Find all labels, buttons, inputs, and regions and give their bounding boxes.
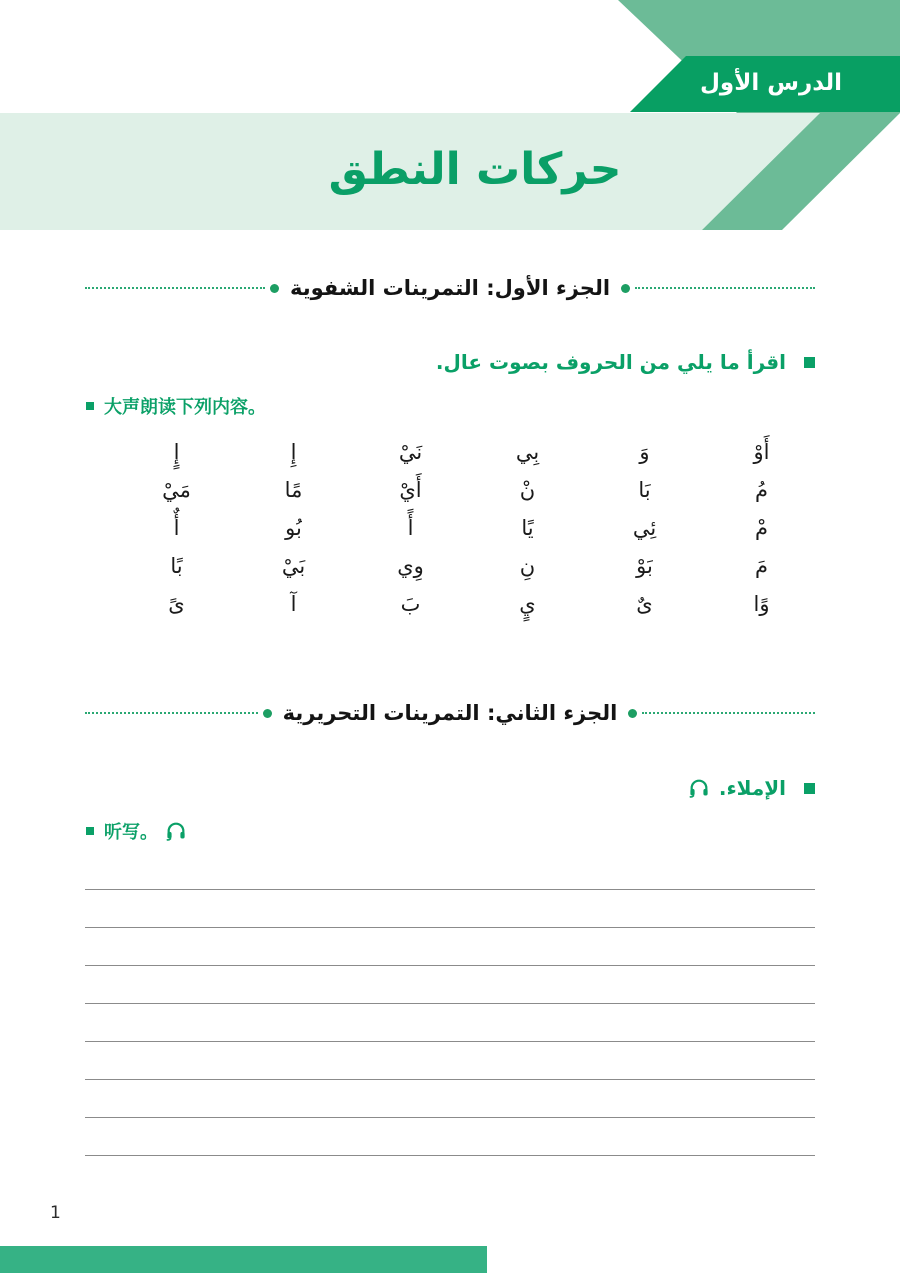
section1-heading-text: الجزء الأول: التمرينات الشفوية [289,276,611,300]
headphones-icon [687,777,711,799]
writing-line [85,927,815,928]
square-bullet [804,357,815,368]
instruction-arabic-text: الإملاء. [718,776,786,800]
grid-letter: بَ [400,592,421,616]
dotted-rule [85,287,265,289]
grid-letter: بَوْ [636,554,653,578]
rule-dot [621,284,630,293]
grid-letter: مْ [754,516,768,540]
grid-letter: نْ [519,478,536,502]
grid-letter: وًا [753,592,770,616]
grid-letter: أٌ [173,516,180,540]
writing-line [85,1003,815,1004]
grid-letter: مَيْ [162,478,191,502]
page-number: 1 [50,1203,61,1223]
grid-letter: بًا [170,554,183,578]
writing-line [85,1155,815,1156]
grid-letter: ىٌ [636,592,653,616]
grid-letter: بُو [285,516,302,540]
rule-dot [263,709,272,718]
footer-bar [0,1246,487,1273]
grid-letter: نَيْ [398,440,423,464]
grid-letter: مَ [754,554,768,578]
dotted-rule [635,287,815,289]
headphones-icon [164,820,188,842]
page-header [0,0,900,230]
grid-letter: بِي [515,440,540,464]
grid-letter: بَيْ [281,554,306,578]
writing-line [85,965,815,966]
grid-letter: إِ [290,440,297,464]
grid-letter: وَ [639,440,650,464]
writing-line [85,1117,815,1118]
rule-dot [270,284,279,293]
grid-letter: وِي [397,554,424,578]
section2-heading [85,699,815,727]
dotted-rule [85,712,258,714]
letter-grid [118,432,820,622]
lesson-banner-label: الدرس الأول [699,70,843,96]
grid-letter: يًا [521,516,534,540]
instruction-arabic-text: اقرأ ما يلي من الحروف بصوت عال. [435,350,786,374]
grid-letter: مُ [754,478,768,502]
section2-instruction-chinese [86,818,188,844]
grid-letter: مًا [284,478,303,502]
grid-letter: نِ [519,554,536,578]
writing-line [85,1041,815,1042]
grid-letter: إٍ [173,440,180,464]
grid-letter: أَيْ [399,478,422,502]
grid-letter: ئِي [632,516,657,540]
section1-instruction-chinese [86,393,266,419]
writing-line [85,889,815,890]
grid-letter: أً [407,516,414,540]
rule-dot [628,709,637,718]
section1-heading [85,274,815,302]
grid-letter: أَوْ [753,440,770,464]
grid-letter: بَا [638,478,651,502]
square-bullet [86,827,94,835]
square-bullet [86,402,94,410]
writing-lines [85,889,815,1193]
grid-letter: ىً [168,592,185,616]
square-bullet [804,783,815,794]
grid-letter: آ [290,592,297,616]
instruction-chinese-text: 听写。 [104,822,158,843]
section2-instruction-arabic [85,776,815,800]
dotted-rule [642,712,815,714]
section1-instruction-arabic [85,350,815,374]
grid-letter: يٍ [519,592,536,616]
instruction-chinese-text: 大声朗读下列内容。 [104,397,266,418]
section2-heading-text: الجزء الثاني: التمرينات التحريرية [282,701,618,725]
writing-line [85,1079,815,1080]
page-title: حركات النطق [328,144,622,195]
